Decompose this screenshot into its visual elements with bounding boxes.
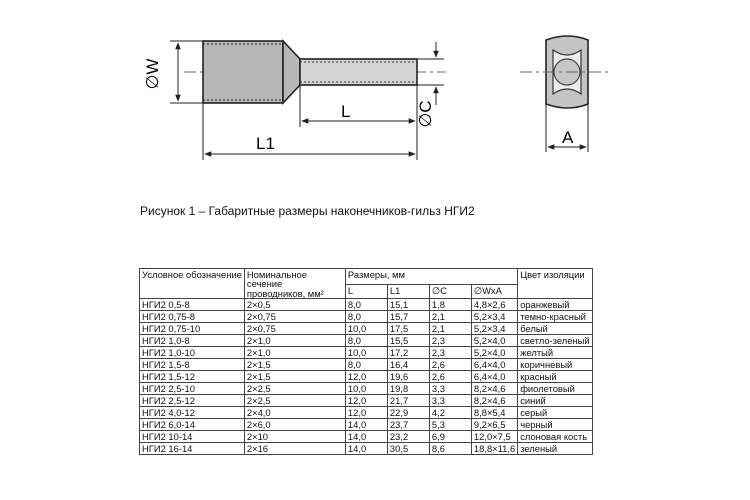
cell-designation: НГИ2 1,0-10	[140, 347, 245, 359]
ferrule-spec-table	[139, 268, 593, 455]
cell-wxa: 9,2×6,5	[471, 419, 517, 431]
header-l1: L1	[387, 285, 429, 299]
cell-l: 10,0	[345, 383, 387, 395]
cell-c: 8,6	[429, 443, 471, 455]
cell-section: 2×1,0	[244, 335, 345, 347]
cell-color: фиолетовый	[518, 383, 592, 395]
cell-wxa: 5,2×4,0	[471, 335, 517, 347]
cell-designation: НГИ2 2,5-10	[140, 383, 245, 395]
cell-l: 8,0	[345, 299, 387, 311]
label-w: ∅W	[143, 58, 162, 90]
cell-section: 2×2,5	[244, 395, 345, 407]
cell-designation: НГИ2 6,0-14	[140, 419, 245, 431]
cell-color: желтый	[518, 347, 592, 359]
cell-color: слоновая кость	[518, 431, 592, 443]
table-row	[140, 299, 593, 311]
cell-l1: 23,2	[387, 431, 429, 443]
cell-section: 2×0,75	[244, 323, 345, 335]
ferrule-end-view	[520, 36, 610, 152]
cell-c: 6,9	[429, 431, 471, 443]
cell-section: 2×4,0	[244, 407, 345, 419]
table-row	[140, 407, 593, 419]
cell-wxa: 18,8×11,6	[471, 443, 517, 455]
cell-l1: 15,5	[387, 335, 429, 347]
cell-wxa: 5,2×3,4	[471, 323, 517, 335]
cell-l1: 16,4	[387, 359, 429, 371]
cell-l: 8,0	[345, 359, 387, 371]
cell-designation: НГИ2 0,75-10	[140, 323, 245, 335]
cell-l: 10,0	[345, 347, 387, 359]
cell-l1: 15,7	[387, 311, 429, 323]
cell-designation: НГИ2 16-14	[140, 443, 245, 455]
cell-color: белый	[518, 323, 592, 335]
table-row	[140, 335, 593, 347]
cell-l: 14,0	[345, 443, 387, 455]
cell-section: 2×2,5	[244, 383, 345, 395]
table-row	[140, 359, 593, 371]
table-row	[140, 311, 593, 323]
cell-designation: НГИ2 1,5-12	[140, 371, 245, 383]
cell-wxa: 8,8×5,4	[471, 407, 517, 419]
cell-l1: 30,5	[387, 443, 429, 455]
table-body	[140, 299, 593, 455]
cell-designation: НГИ2 2,5-12	[140, 395, 245, 407]
cell-wxa: 6,4×4,0	[471, 359, 517, 371]
cell-c: 2,6	[429, 359, 471, 371]
cell-color: синий	[518, 395, 592, 407]
label-l1: L1	[256, 134, 275, 153]
header-color: Цвет изоляции	[518, 269, 592, 299]
ferrule-body	[203, 41, 300, 103]
cell-color: темно-красный	[518, 311, 592, 323]
cell-color: черный	[518, 419, 592, 431]
header-c: ∅C	[429, 285, 471, 299]
cell-c: 3,3	[429, 395, 471, 407]
label-a: A	[562, 128, 574, 147]
cell-designation: НГИ2 0,5-8	[140, 299, 245, 311]
cell-wxa: 5,2×3,4	[471, 311, 517, 323]
cell-l1: 15,1	[387, 299, 429, 311]
label-c: ∅C	[416, 100, 435, 128]
figure-caption: Рисунок 1 – Габаритные размеры наконечников-гильз НГИ2	[140, 204, 475, 218]
cell-wxa: 12,0×7,5	[471, 431, 517, 443]
cell-color: серый	[518, 407, 592, 419]
cell-section: 2×1,5	[244, 371, 345, 383]
ferrule-drawing	[0, 0, 750, 200]
dimension-l1	[203, 103, 417, 160]
cell-l: 12,0	[345, 407, 387, 419]
table-row	[140, 383, 593, 395]
cell-wxa: 8,2×4,6	[471, 383, 517, 395]
cell-l1: 19,6	[387, 371, 429, 383]
cell-l1: 22,9	[387, 407, 429, 419]
cell-l: 8,0	[345, 311, 387, 323]
cell-section: 2×0,75	[244, 311, 345, 323]
cell-designation: НГИ2 10-14	[140, 431, 245, 443]
ferrule-sleeve	[300, 59, 417, 85]
cell-l1: 19,8	[387, 383, 429, 395]
cell-l1: 23,7	[387, 419, 429, 431]
cell-l1: 17,5	[387, 323, 429, 335]
cell-color: оранжевый	[518, 299, 592, 311]
cell-color: светло-зеленый	[518, 335, 592, 347]
header-designation: Условное обозначение	[140, 269, 245, 299]
cell-designation: НГИ2 4,0-12	[140, 407, 245, 419]
table-row	[140, 419, 593, 431]
cell-designation: НГИ2 1,5-8	[140, 359, 245, 371]
cell-c: 2,1	[429, 323, 471, 335]
cell-designation: НГИ2 0,75-8	[140, 311, 245, 323]
table-row	[140, 323, 593, 335]
cell-wxa: 5,2×4,0	[471, 347, 517, 359]
cell-l: 12,0	[345, 371, 387, 383]
header-dimensions: Размеры, мм	[345, 269, 517, 285]
cell-l: 14,0	[345, 419, 387, 431]
cell-section: 2×6,0	[244, 419, 345, 431]
cell-section: 2×1,5	[244, 359, 345, 371]
cell-l: 14,0	[345, 431, 387, 443]
cell-c: 4,2	[429, 407, 471, 419]
cell-c: 1,8	[429, 299, 471, 311]
dimension-c	[416, 42, 444, 128]
cell-c: 3,3	[429, 383, 471, 395]
cell-section: 2×10	[244, 431, 345, 443]
cell-l: 10,0	[345, 323, 387, 335]
cell-c: 2,3	[429, 335, 471, 347]
cell-c: 2,1	[429, 311, 471, 323]
cell-designation: НГИ2 1,0-8	[140, 335, 245, 347]
table-row	[140, 347, 593, 359]
cell-section: 2×1,0	[244, 347, 345, 359]
cell-l1: 17,2	[387, 347, 429, 359]
cell-c: 2,6	[429, 371, 471, 383]
header-l: L	[345, 285, 387, 299]
cell-c: 2,3	[429, 347, 471, 359]
table-row	[140, 443, 593, 455]
cell-section: 2×0,5	[244, 299, 345, 311]
cell-l: 8,0	[345, 335, 387, 347]
label-l: L	[341, 102, 351, 121]
cell-wxa: 8,2×4,6	[471, 395, 517, 407]
cell-wxa: 6,4×4,0	[471, 371, 517, 383]
cell-wxa: 4,8×2,6	[471, 299, 517, 311]
cell-color: коричневый	[518, 359, 592, 371]
cell-color: красный	[518, 371, 592, 383]
dimension-l	[300, 85, 417, 127]
header-section: Номинальное сечение проводников, мм²	[244, 269, 345, 299]
header-wxa: ∅WxA	[471, 285, 517, 299]
cell-color: зеленый	[518, 443, 592, 455]
cell-section: 2×16	[244, 443, 345, 455]
table-row	[140, 395, 593, 407]
cell-l: 12,0	[345, 395, 387, 407]
table-row	[140, 431, 593, 443]
table-row	[140, 371, 593, 383]
cell-c: 5,3	[429, 419, 471, 431]
cell-l1: 21,7	[387, 395, 429, 407]
